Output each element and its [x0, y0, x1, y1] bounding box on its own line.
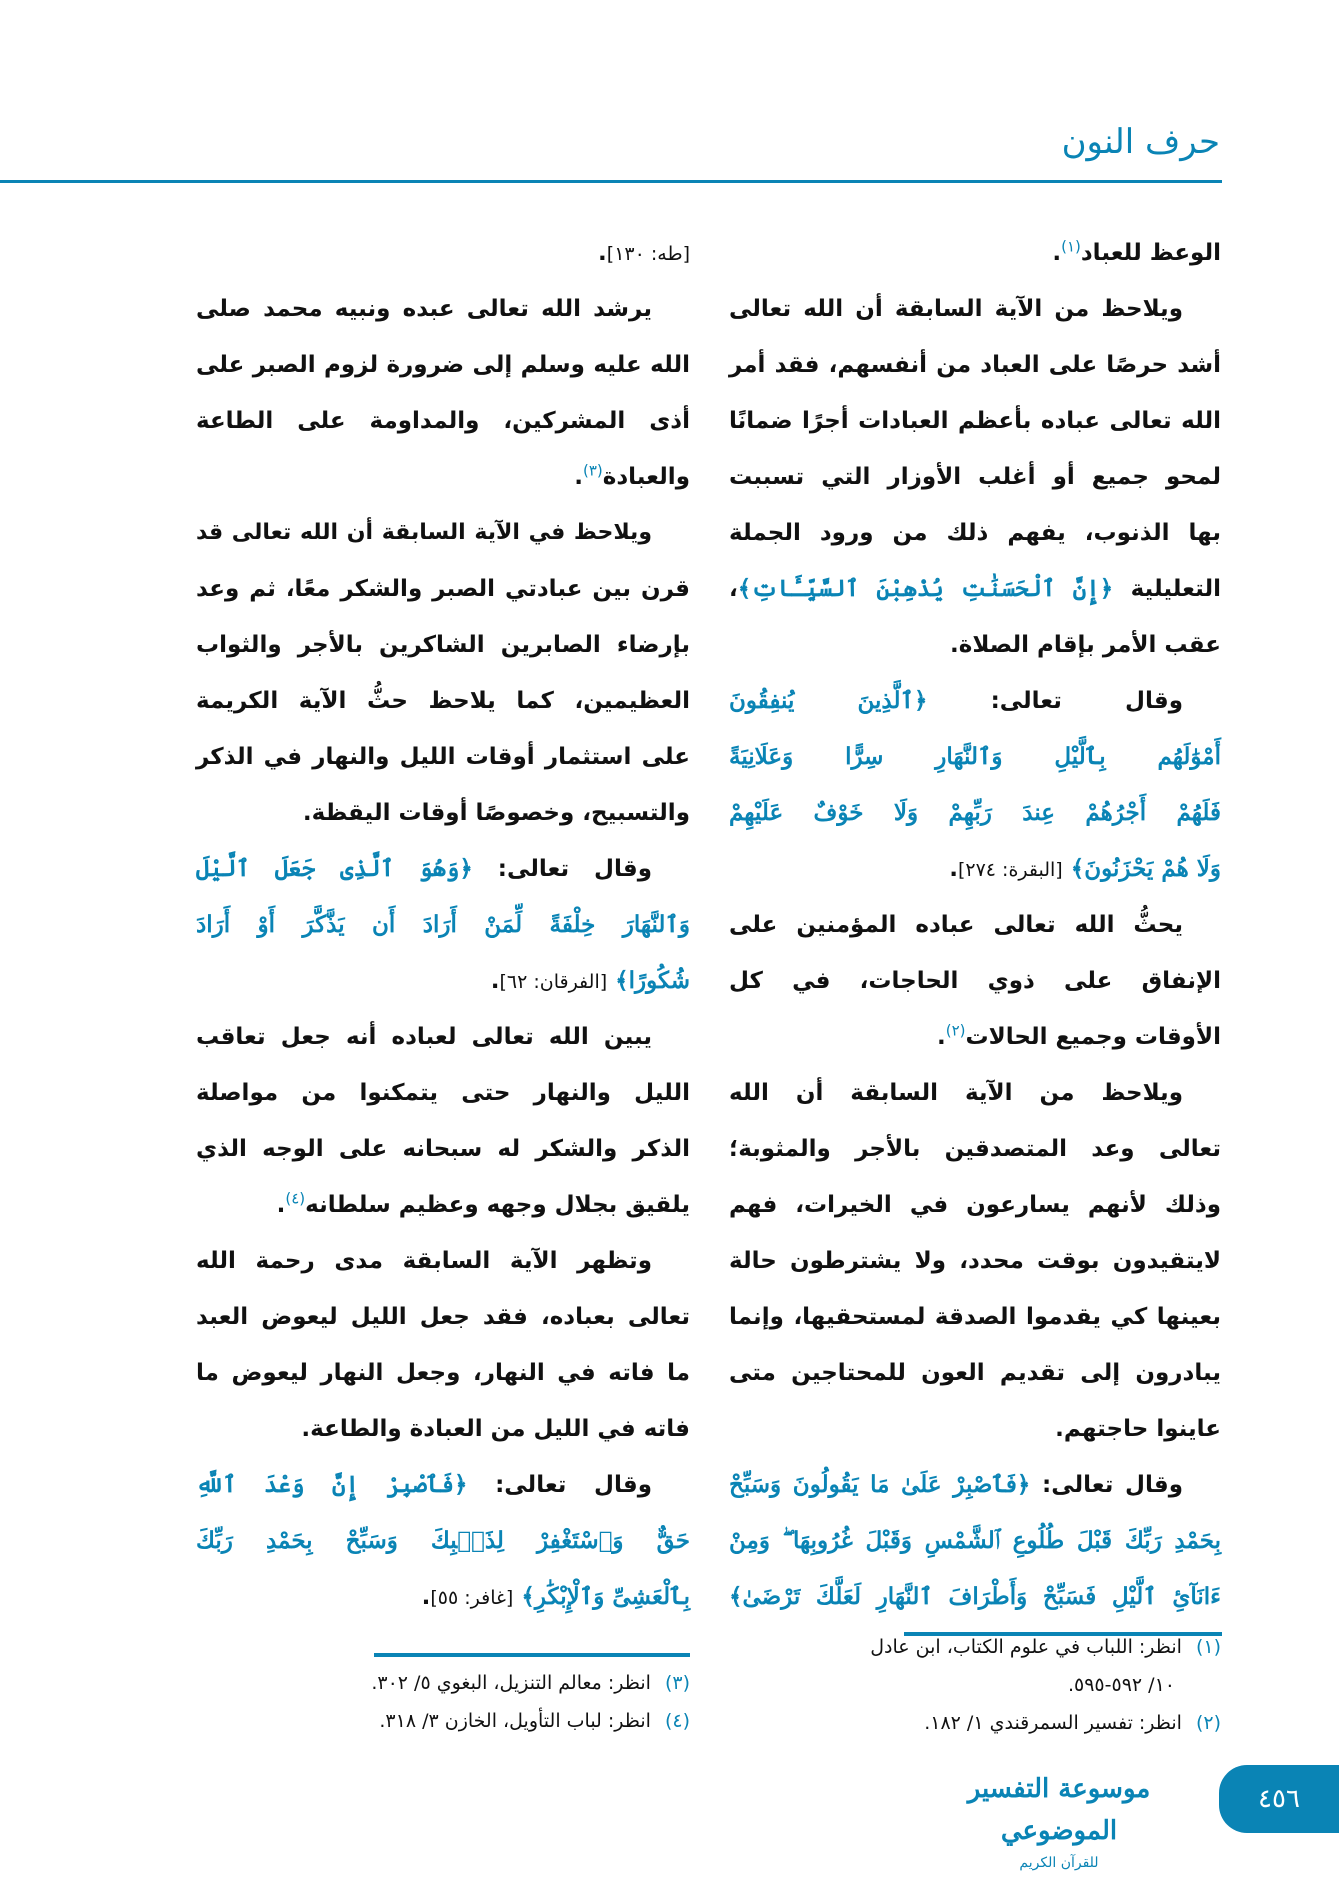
text-line	[729, 841, 1221, 897]
footnote	[729, 1704, 1221, 1742]
text-line	[196, 1457, 690, 1513]
body-text: بإرضاء الصابرين الشاكرين بالأجر والثواب	[196, 632, 690, 658]
text-line	[196, 1065, 690, 1121]
text-line	[729, 785, 1221, 841]
right-column	[729, 225, 1221, 1625]
body-text: ويلاحظ من الآية السابقة أن الله تعالى	[729, 296, 1183, 322]
left-column	[196, 225, 690, 1625]
quran-verse: ﴿فَٱصْبِرْ عَلَىٰ مَا يَقُولُونَ وَسَبِّحْ	[729, 1471, 1031, 1498]
body-text: عقب الأمر بإقام الصلاة.	[950, 632, 1221, 658]
text-line	[196, 953, 690, 1009]
text-line	[729, 617, 1221, 673]
body-text: فاته في الليل من العبادة والطاعة.	[301, 1416, 690, 1442]
quran-verse: وَٱلنَّهَارَ خِلْفَةً لِّمَنْ أَرَادَ أَن يَذَّكَّرَ أَوْ أَرَادَ	[196, 911, 690, 938]
body-text: .	[490, 968, 500, 994]
footnote-marker[interactable]: (٢)	[945, 1021, 966, 1040]
body-text: يبين الله تعالى لعباده أنه جعل تعاقب	[196, 1024, 652, 1050]
footnote	[196, 1664, 690, 1702]
footnote-text: انظر: لباب التأويل، الخازن ٣/ ٣١٨.	[379, 1710, 651, 1732]
body-text: الذكر والشكر له سبحانه على الوجه الذي	[196, 1136, 690, 1162]
text-line	[729, 225, 1221, 281]
quran-verse: ﴿فَٱصْبِرْ إِنَّ وَعْدَ ٱللَّهِ	[196, 1471, 468, 1498]
body-text: لايتقيدون بوقت محدد، ولا يشترطون حالة	[729, 1248, 1221, 1274]
body-text: وذلك لأنهم يسارعون في الخيرات، فهم	[729, 1192, 1221, 1218]
quran-verse: حَقٌّ وَٱسْتَغْفِرْ لِذَنۢبِكَ وَسَبِّحْ بِحَمْدِ رَبِّكَ	[196, 1527, 690, 1554]
body-text: .	[421, 1584, 431, 1610]
footnote-marker[interactable]: (١)	[1061, 237, 1081, 256]
text-line	[729, 1289, 1221, 1345]
footnote-continuation: ١٠/ ٥٩٢-٥٩٥.	[1067, 1674, 1175, 1696]
chapter-title: حرف النون	[1061, 122, 1220, 162]
text-line	[196, 897, 690, 953]
body-text: .	[598, 240, 607, 266]
body-text: وقال تعالى:	[1030, 1472, 1183, 1498]
quran-verse: أَمْوَٰلَهُم بِٱلَّيْلِ وَٱلنَّهَارِ سِرًّا وَعَلَانِيَةً	[729, 743, 1221, 770]
text-line	[196, 449, 690, 505]
body-text: وقال تعالى:	[472, 856, 652, 882]
text-line	[729, 1233, 1221, 1289]
body-text: الله عليه وسلم إلى ضرورة لزوم الصبر على	[196, 352, 690, 378]
text-line	[729, 897, 1221, 953]
text-line	[196, 673, 690, 729]
footnote-marker[interactable]: (٣)	[583, 461, 603, 480]
text-line	[196, 561, 690, 617]
body-text: يلقيق بجلال وجهه وعظيم سلطانه	[305, 1192, 690, 1218]
body-text: يحثُّ الله تعالى عباده المؤمنين على	[729, 912, 1183, 938]
body-text: ويلاحظ من الآية السابقة أن الله	[729, 1080, 1183, 1106]
encyclopedia-logo	[934, 1768, 1184, 1871]
body-text: تعالى وعد المتصدقين بالأجر والمثوبة؛	[729, 1136, 1221, 1162]
page-number: ٤٥٦	[1219, 1765, 1339, 1833]
logo-subtitle: للقرآن الكريم	[1019, 1855, 1099, 1871]
body-text: .	[936, 1024, 946, 1050]
body-text: الوعظ للعباد	[1080, 240, 1221, 266]
verse-reference: [البقرة: ٢٧٤]	[957, 859, 1063, 881]
quran-verse: بِحَمْدِ رَبِّكَ قَبْلَ طُلُوعِ ٱلشَّمْسِ وَقَبْلَ غُرُوبِهَا ۖ وَمِنْ	[729, 1527, 1221, 1554]
text-line	[196, 1513, 690, 1569]
quran-verse: وَلَا هُمْ يَحْزَنُونَ﴾	[1062, 855, 1221, 882]
body-text: وقال تعالى:	[927, 688, 1183, 714]
text-line	[729, 337, 1221, 393]
footnotes-left	[196, 1664, 690, 1740]
text-line	[729, 1009, 1221, 1065]
quran-verse: ﴿ٱلَّذِينَ يُنفِقُونَ	[729, 687, 928, 714]
text-line	[196, 1009, 690, 1065]
footnote-text: انظر: اللباب في علوم الكتاب، ابن عادل	[870, 1636, 1182, 1658]
footnote-number: (٣)	[664, 1672, 690, 1694]
body-text: وتظهر الآية السابقة مدى رحمة الله	[196, 1248, 652, 1274]
body-text: يرشد الله تعالى عبده ونبيه محمد صلى	[196, 296, 652, 322]
body-text: أشد حرصًا على العباد من أنفسهم، فقد أمر	[729, 352, 1221, 378]
body-text: على استثمار أوقات الليل والنهار في الذكر	[196, 744, 690, 770]
footnote-number: (١)	[1195, 1636, 1221, 1658]
body-text: ما فاته في النهار، وجعل النهار ليعوض ما	[196, 1360, 690, 1386]
body-text: وقال تعالى:	[467, 1472, 652, 1498]
body-text: الأوقات وجميع الحالات	[965, 1024, 1221, 1050]
body-text: بها الذنوب، يفهم ذلك من ورود الجملة	[729, 520, 1221, 546]
body-text: التعليلية	[1113, 576, 1221, 602]
quran-verse: فَلَهُمْ أَجْرُهُمْ عِندَ رَبِّهِمْ وَلَا خَوْفٌ عَلَيْهِمْ	[729, 799, 1221, 826]
body-text: قرن بين عبادتي الصبر والشكر معًا، ثم وعد	[196, 576, 690, 602]
quran-verse: ءَانَآئِ ٱلَّيْلِ فَسَبِّحْ وَأَطْرَافَ ٱلنَّهَارِ لَعَلَّكَ تَرْضَىٰ﴾	[729, 1583, 1221, 1610]
quran-verse: شُكُورًا﴾	[607, 967, 690, 994]
text-line	[196, 617, 690, 673]
text-line	[729, 1177, 1221, 1233]
footnote-text: انظر: تفسير السمرقندي ١/ ١٨٢.	[924, 1712, 1182, 1734]
footnote-text: انظر: معالم التنزيل، البغوي ٥/ ٣٠٢.	[371, 1672, 651, 1694]
header-rule	[0, 180, 1222, 183]
body-text: ،	[729, 576, 738, 602]
body-text: الليل والنهار حتى يتمكنوا من مواصلة	[196, 1080, 690, 1106]
text-line	[196, 1233, 690, 1289]
text-line	[196, 337, 690, 393]
text-line	[196, 225, 690, 281]
body-text: الإنفاق على ذوي الحاجات، في كل	[729, 968, 1221, 994]
body-text: والعبادة	[602, 464, 690, 490]
body-text: .	[1052, 240, 1062, 266]
body-text: عاينوا حاجتهم.	[1055, 1416, 1221, 1442]
verse-reference: [غافر: ٥٥]	[430, 1587, 514, 1609]
text-line	[729, 729, 1221, 785]
text-line	[196, 281, 690, 337]
text-line	[196, 1569, 690, 1625]
text-line	[196, 1177, 690, 1233]
text-line	[729, 505, 1221, 561]
text-line	[729, 1065, 1221, 1121]
text-line	[196, 393, 690, 449]
footnote	[729, 1628, 1221, 1704]
body-text: .	[949, 856, 958, 882]
body-text: العظيمين، كما يلاحظ حثُّ الآية الكريمة	[196, 688, 690, 714]
body-text: .	[276, 1192, 286, 1218]
body-text: الله تعالى عباده بأعظم العبادات أجرًا ضمانًا	[729, 408, 1221, 434]
text-line	[729, 1513, 1221, 1569]
text-line	[729, 449, 1221, 505]
footnote-separator-left	[374, 1653, 690, 1657]
text-line	[729, 561, 1221, 617]
logo-title: موسوعة التفسير الموضوعي	[967, 1774, 1151, 1846]
text-line	[729, 393, 1221, 449]
body-text: يبادرون إلى تقديم العون للمحتاجين متى	[729, 1360, 1221, 1386]
text-line	[729, 1401, 1221, 1457]
text-line	[196, 505, 690, 561]
text-line	[196, 1401, 690, 1457]
body-text: لمحو جميع أو أغلب الأوزار التي تسببت	[729, 464, 1221, 490]
footnote-marker[interactable]: (٤)	[285, 1189, 306, 1208]
text-line	[196, 841, 690, 897]
quran-verse: ﴿وَهُوَ ٱلَّذِى جَعَلَ ٱلَّيْلَ	[196, 855, 473, 882]
body-text: تعالى بعباده، فقد جعل الليل ليعوض العبد	[196, 1304, 690, 1330]
footnote	[196, 1702, 690, 1740]
verse-reference: [الفرقان: ٦٢]	[499, 971, 608, 993]
body-text: والتسبيح، وخصوصًا أوقات اليقظة.	[302, 800, 690, 826]
text-line	[196, 729, 690, 785]
text-line	[196, 1121, 690, 1177]
text-line	[729, 1457, 1221, 1513]
body-text: .	[574, 464, 583, 490]
text-line	[729, 953, 1221, 1009]
text-line	[729, 1121, 1221, 1177]
verse-reference: [طه: ١٣٠]	[606, 243, 690, 265]
text-line	[196, 785, 690, 841]
text-line	[729, 1569, 1221, 1625]
footnote-number: (٤)	[664, 1710, 690, 1732]
quran-verse: بِٱلْعَشِىِّ وَٱلْإِبْكَٰرِ﴾	[513, 1583, 690, 1610]
footnotes-right	[729, 1628, 1221, 1742]
body-text: ويلاحظ في الآية السابقة أن الله تعالى قد	[196, 520, 652, 545]
text-line	[729, 1345, 1221, 1401]
text-line	[196, 1289, 690, 1345]
text-line	[196, 1345, 690, 1401]
text-line	[729, 673, 1221, 729]
body-text: أذى المشركين، والمداومة على الطاعة	[196, 408, 690, 434]
footnote-number: (٢)	[1195, 1712, 1221, 1734]
body-text: بعينها كي يقدموا الصدقة لمستحقيها، وإنما	[729, 1304, 1221, 1330]
text-line	[729, 281, 1221, 337]
quran-verse: ﴿إِنَّ ٱلْحَسَنَٰتِ يُذْهِبْنَ ٱلسَّيِّـَٔاتِ﴾	[737, 575, 1114, 602]
